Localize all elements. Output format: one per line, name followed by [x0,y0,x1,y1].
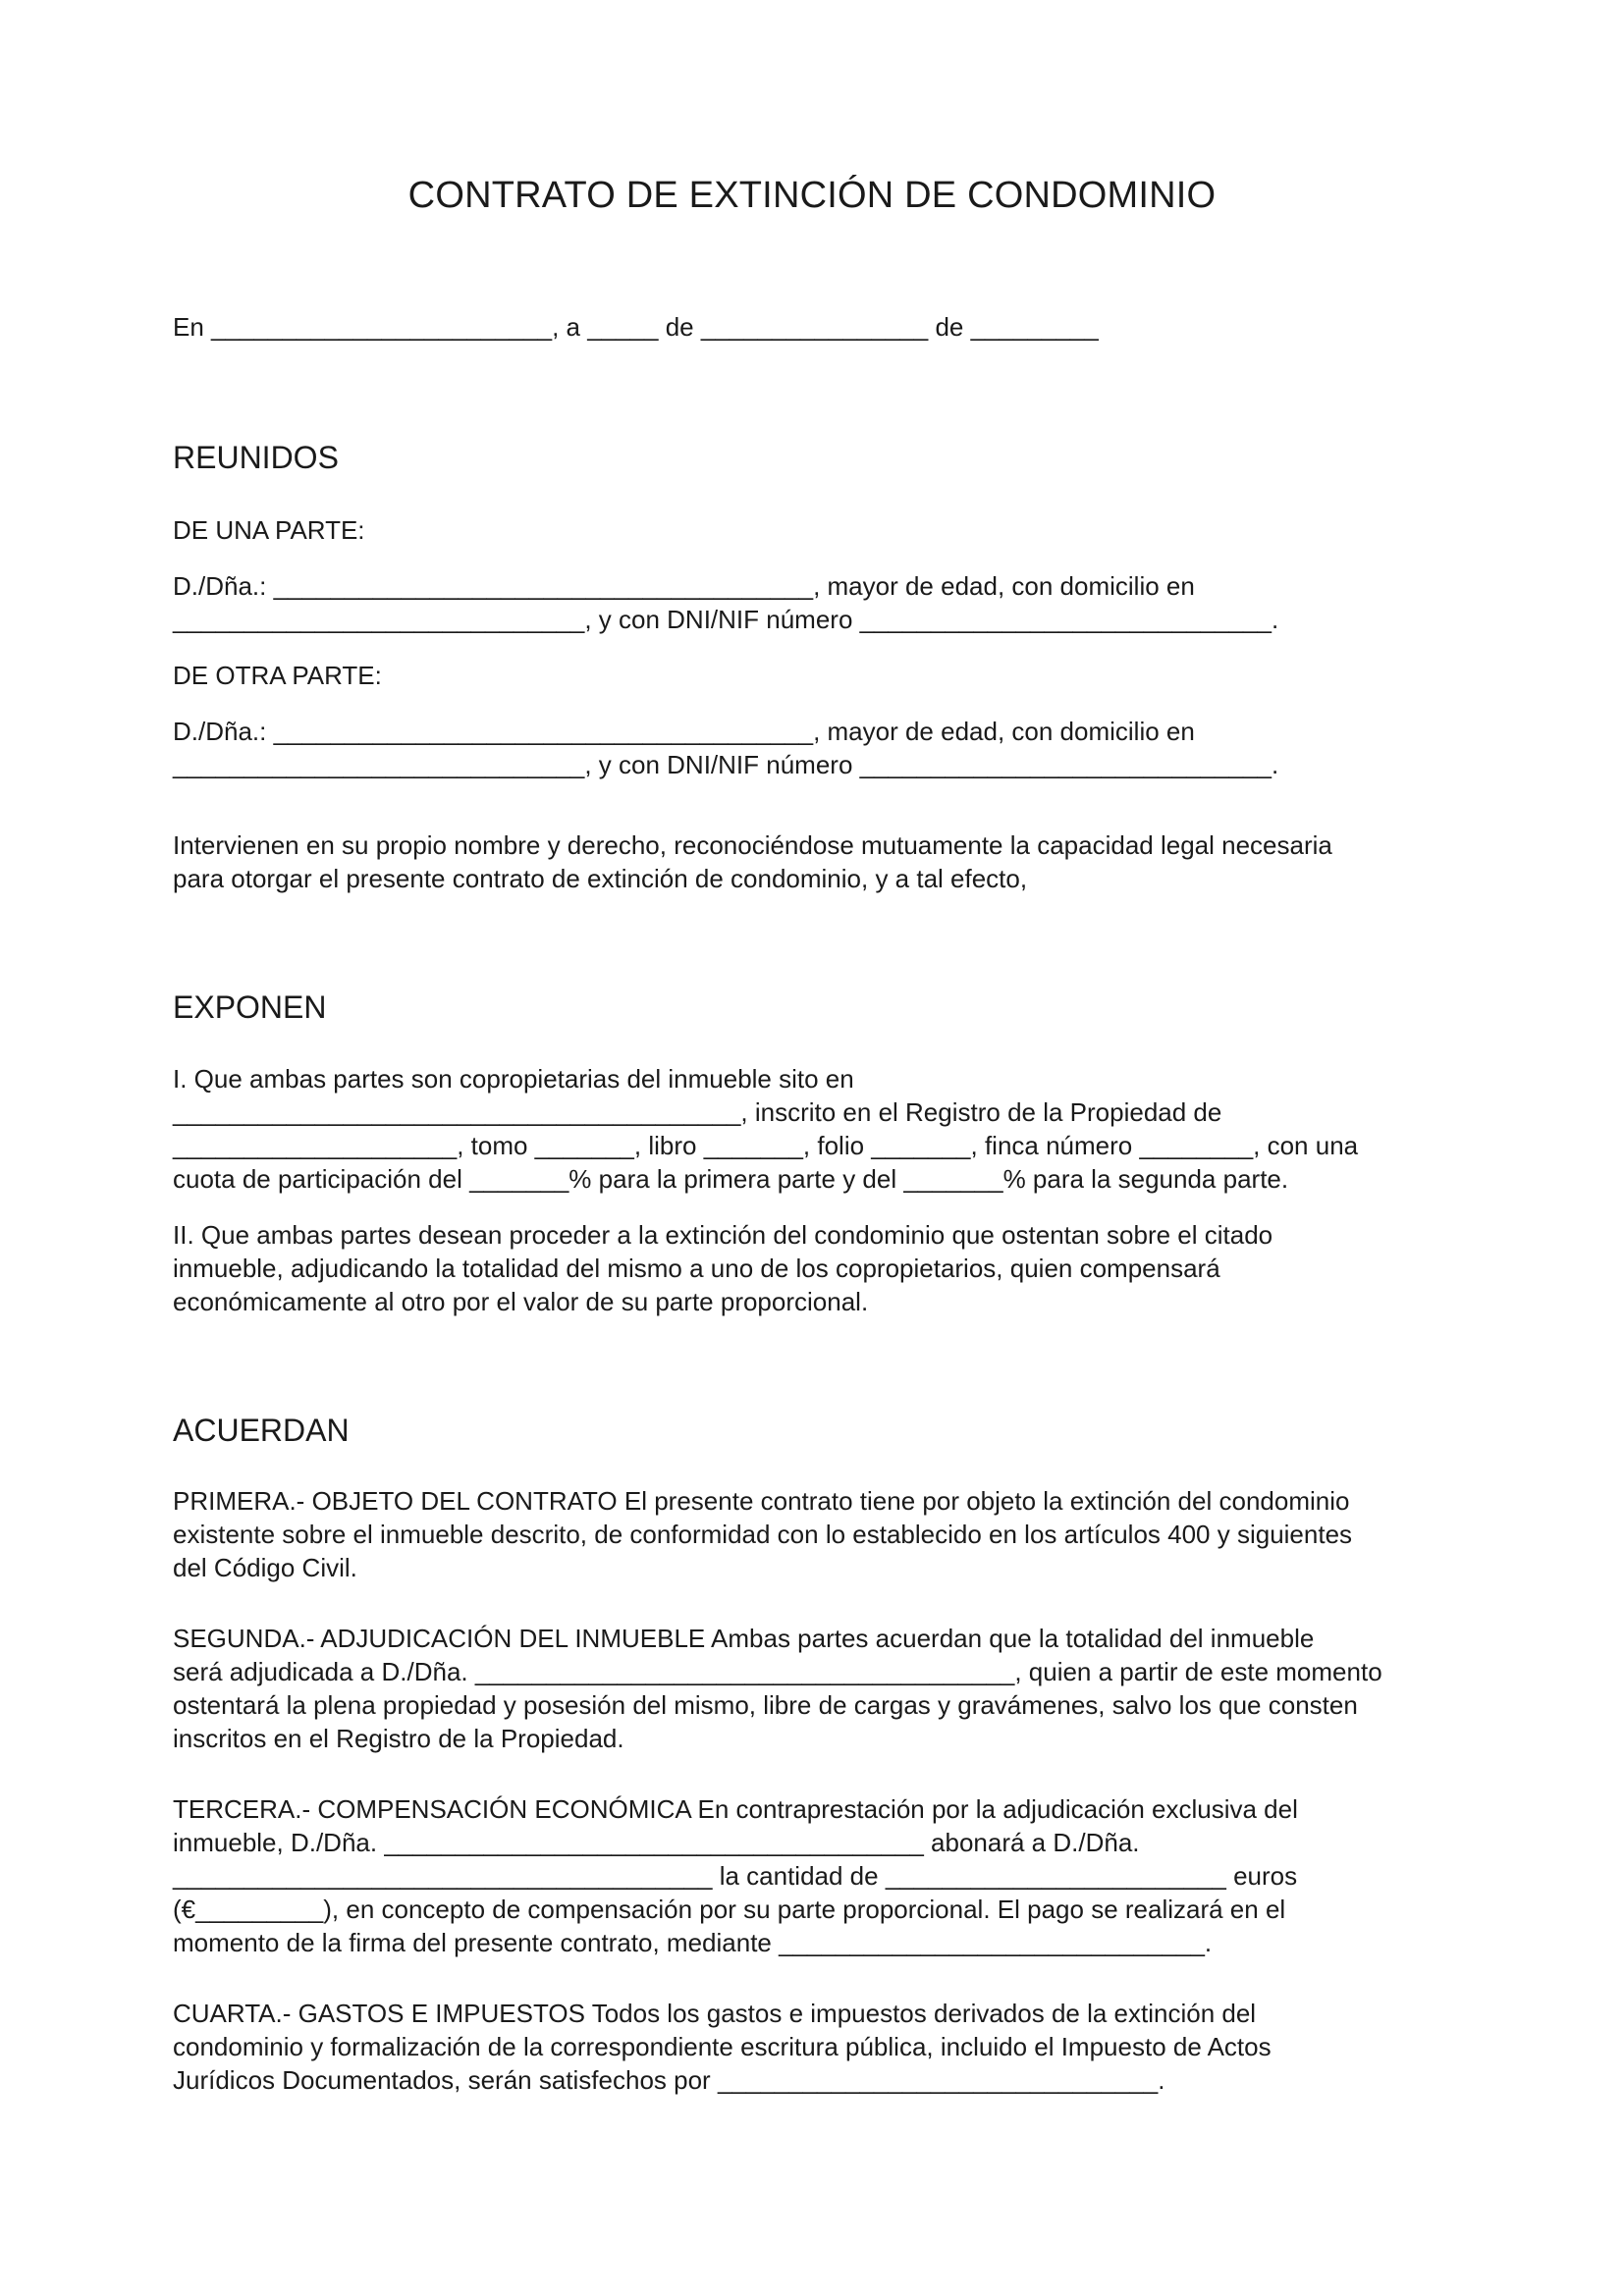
section-heading-acuerdan: ACUERDAN [173,1413,350,1448]
tercera-line-2: inmueble, D./Dña. ______________________________________ abonará a D./Dña. [173,1828,1140,1857]
tercera-line-3: ______________________________________ la cantidad de ________________________ euros [173,1861,1298,1891]
exponen-ii-line-1: II. Que ambas partes desean proceder a la extinción del condominio que ostentan sobre el citado [173,1220,1273,1250]
party1-line-2: _____________________________, y con DNI/NIF número _____________________________. [173,605,1279,634]
primera-line-3: del Código Civil. [173,1553,357,1582]
segunda-line-4: inscritos en el Registro de la Propiedad. [173,1724,624,1753]
exponen-i-line-3: ____________________, tomo _______, libro _______, folio _______, finca número ________, con una [173,1131,1359,1160]
segunda-line-2: será adjudicada a D./Dña. ______________________________________, quien a partir de este momento [173,1657,1382,1686]
tercera-line-5: momento de la firma del presente contrato, mediante ______________________________. [173,1928,1213,1957]
party2-label: DE OTRA PARTE: [173,661,382,690]
party1-line-1: D./Dña.: ______________________________________, mayor de edad, con domicilio en [173,571,1195,601]
exponen-i-line-4: cuota de participación del _______% para la primera parte y del _______% para la segunda parte. [173,1164,1289,1194]
cuarta-line-2: condominio y formalización de la correspondiente escritura pública, incluido el Impuesto de Actos [173,2032,1272,2061]
section-heading-exponen: EXPONEN [173,989,327,1025]
tercera-line-1: TERCERA.- COMPENSACIÓN ECONÓMICA En contraprestación por la adjudicación exclusiva del [173,1794,1298,1824]
primera-line-2: existente sobre el inmueble descrito, de conformidad con lo establecido en los artículos 400 y siguientes [173,1520,1353,1549]
exponen-i-line-2: ________________________________________, inscrito en el Registro de la Propiedad de [173,1097,1222,1127]
place-date-line: En ________________________, a _____ de ________________ de _________ [173,312,1099,342]
document-title: CONTRATO DE EXTINCIÓN DE CONDOMINIO [407,175,1217,216]
cuarta-line-3: Jurídicos Documentados, serán satisfechos por _______________________________. [173,2065,1165,2095]
party2-line-1: D./Dña.: ______________________________________, mayor de edad, con domicilio en [173,717,1195,746]
segunda-line-3: ostentará la plena propiedad y posesión del mismo, libre de cargas y gravámenes, salvo los que consten [173,1690,1358,1720]
exponen-i-line-1: I. Que ambas partes son copropietarias del inmueble sito en [173,1064,854,1094]
exponen-ii-line-3: económicamente al otro por el valor de su parte proporcional. [173,1287,869,1316]
primera-line-1: PRIMERA.- OBJETO DEL CONTRATO El presente contrato tiene por objeto la extinción del condominio [173,1486,1350,1516]
segunda-line-1: SEGUNDA.- ADJUDICACIÓN DEL INMUEBLE Ambas partes acuerdan que la totalidad del inmueble [173,1624,1315,1653]
party1-label: DE UNA PARTE: [173,515,365,545]
intervienen-line-2: para otorgar el presente contrato de extinción de condominio, y a tal efecto, [173,864,1028,893]
party2-line-2: _____________________________, y con DNI/NIF número _____________________________. [173,750,1279,779]
cuarta-line-1: CUARTA.- GASTOS E IMPUESTOS Todos los gastos e impuestos derivados de la extinción del [173,1999,1257,2028]
tercera-line-4: (€_________), en concepto de compensación por su parte proporcional. El pago se realizará en el [173,1895,1286,1924]
intervienen-line-1: Intervienen en su propio nombre y derecho, reconociéndose mutuamente la capacidad legal necesaria [173,830,1332,860]
section-heading-reunidos: REUNIDOS [173,440,339,475]
exponen-ii-line-2: inmueble, adjudicando la totalidad del mismo a uno de los copropietarios, quien compensará [173,1254,1220,1283]
